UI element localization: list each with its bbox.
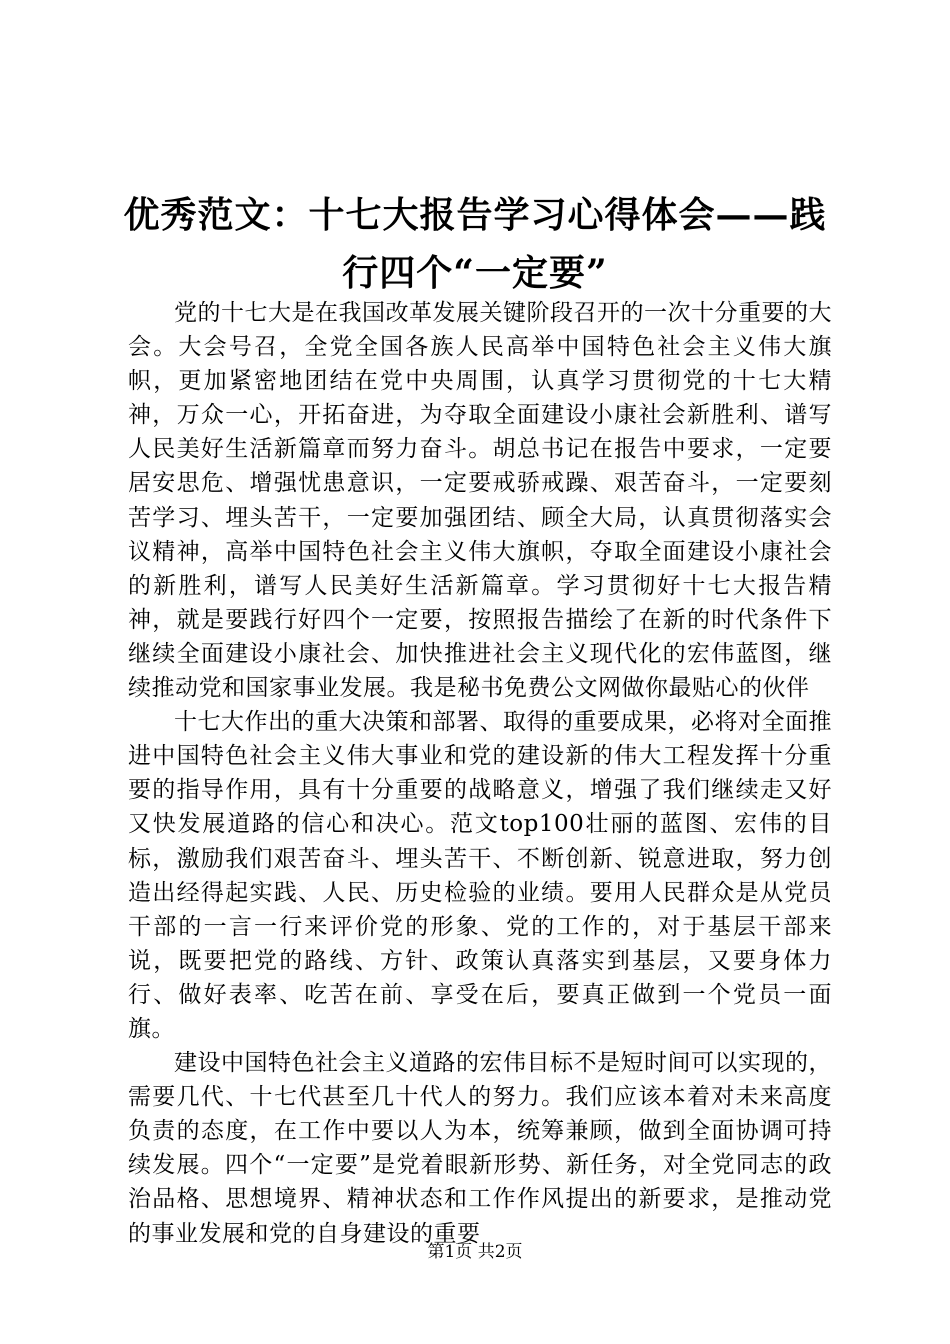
- document-body: [128, 296, 832, 1251]
- page-number-footer: 第1页 共2页: [427, 1242, 523, 1262]
- paragraph-1: 党的十七大是在我国改革发展关键阶段召开的一次十分重要的大会。大会号召，全党全国各族人民高举中国特色社会主义伟大旗帜，更加紧密地团结在党中央周围，认真学习贯彻党的十七大精神，万众一心，开拓奋进，为夺取全面建设小康社会新胜利、谱写人民美好生活新篇章而努力奋斗。胡总书记在报告中要求，一定要居安思危、增强忧患意识，一定要戒骄戒躁、艰苦奋斗，一定要刻苦学习、埋头苦干，一定要加强团结、顾全大局，认真贯彻落实会议精神，高举中国特色社会主义伟大旗帜，夺取全面建设小康社会的新胜利，谱写人民美好生活新篇章。学习贯彻好十七大报告精神，就是要践行好四个一定要，按照报告描绘了在新的时代条件下继续全面建设小康社会、加快推进社会主义现代化的宏伟蓝图，继续推动党和国家事业发展。我是秘书免费公文网做你最贴心的伙伴: [128, 300, 832, 702]
- paragraph-2: 十七大作出的重大决策和部署、取得的重要成果，必将对全面推进中国特色社会主义伟大事业和党的建设新的伟大工程发挥十分重要的指导作用，具有十分重要的战略意义，增强了我们继续走又好又快发展道路的信心和决心。范文top100壮丽的蓝图、宏伟的目标，激励我们艰苦奋斗、埋头苦干、不断创新、锐意进取，努力创造出经得起实践、人民、历史检验的业绩。要用人民群众是从党员干部的一言一行来评价党的形象、党的工作的，对于基层干部来说，既要把党的路线、方针、政策认真落实到基层，又要身体力行、做好表率、吃苦在前、享受在后，要真正做到一个党员一面旗。: [128, 709, 832, 1042]
- document-title: 优秀范文：十七大报告学习心得体会——践行四个“一定要”: [123, 194, 827, 295]
- paragraph-3: 建设中国特色社会主义道路的宏伟目标不是短时间可以实现的，需要几代、十七代甚至几十代人的努力。我们应该本着对未来高度负责的态度，在工作中要以人为本，统筹兼顾，做到全面协调可持续发展。四个“一定要”是党着眼新形势、新任务，对全党同志的政治品格、思想境界、精神状态和工作作风提出的新要求，是推动党的事业发展和党的自身建设的重要: [128, 1050, 832, 1247]
